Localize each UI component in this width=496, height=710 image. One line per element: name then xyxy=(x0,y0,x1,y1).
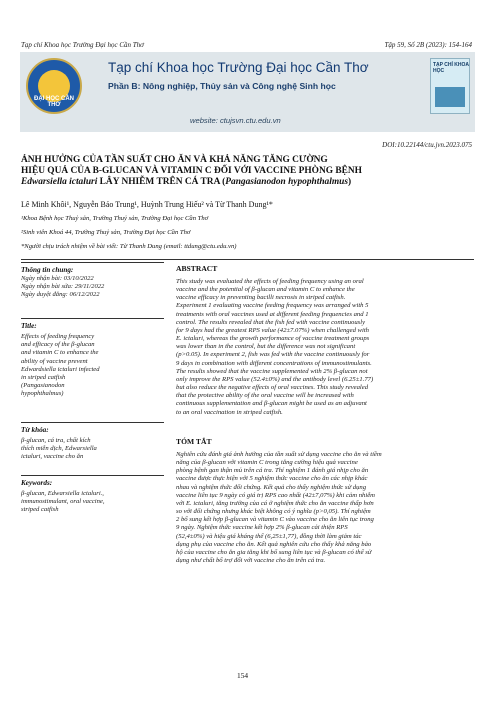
doi[interactable]: DOI:10.22144/ctu.jvn.2023.075 xyxy=(382,141,472,149)
english-title-heading: Title: xyxy=(21,322,37,330)
paper-title-line-1: ẢNH HƯỞNG CỦA TẦN SUẤT CHO ĂN VÀ KHẢ NĂNG TĂNG CƯỜNG xyxy=(21,155,328,165)
sidebar-rule-2 xyxy=(21,422,164,423)
revised-date: Ngày nhận bài sửa: 29/11/2022 xyxy=(21,283,105,291)
info-list xyxy=(21,275,166,300)
tomtat-body: Nghiên cứu đánh giá ảnh hưởng của tần suất sử dụng vaccine cho ăn và tiềm năng của β-glucan với vitamin C trong tăng cường hiệu quả vaccine phòng bệnh gan thận mủ trên cá tra. Thí nghiệm 1 đánh giá nhịp cho ăn vaccine được thực hiện với 5 nghiệm thức vaccine cho ăn các nhịp khác nhau và nghiệm thức đối chứng. Kết quả cho thấy nghiệm thức sử dụng vaccine liên tục 9 ngày có giá trị RPS cao nhất (42±7,07%) khi cảm nhiễm với E. ictaluri, tăng trưởng của cá ở nghiệm thức cho ăn vaccine thấp hơn so với đối chứng nhưng khác biệt không có ý nghĩa (p>0,05). Thí nghiệm 2 bổ sung kết hợp β-glucan và vitamin C vào vaccine cho ăn liên tục trong 9 ngày. Nghiệm thức vaccine kết hợp 2% β-glucan cải thiện RPS (52,4±0%) và hiệu giá kháng thể (6,25±1,77), đồng thời làm giảm tác dụng phụ của vaccine cho ăn. Kết quả nghiên cứu cho thấy khả năng bảo hộ của vaccine cho ăn gia tăng khi bổ sung liên tục và β-glucan có thể sử dụng như chất bổ trợ đối với vaccine cho ăn trên cá tra. xyxy=(176,451,382,565)
corresponding-author: *Người chịu trách nhiệm về bài viết: Từ Thanh Dung (email: ttdung@ctu.edu.vn) xyxy=(21,243,237,250)
sidebar-rule-3 xyxy=(21,475,164,476)
page-number: 154 xyxy=(237,671,249,680)
sidebar-rule-top xyxy=(21,262,164,263)
journal-cover-thumbnail xyxy=(430,58,470,114)
tomtat-heading: TÓM TẮT xyxy=(176,437,212,446)
keywords-heading: Keywords: xyxy=(21,479,53,487)
vietnamese-keywords: β-glucan, cá tra, chất kích thích miễn dịch, Edwarsiella ictaluri, vaccine cho ăn xyxy=(21,437,97,461)
journal-section: Phần B: Nông nghiệp, Thủy sản và Công nghệ Sinh học xyxy=(108,81,336,91)
english-title: Effects of feeding frequency and efficacy of the β-glucan and vitamin C to enhance the ability of vaccine prevent Edwardsiella ictaluri infected in striped catfish (Pangasianodon hypophthalmus) xyxy=(21,333,100,398)
paper-title-line-3: Edwarsiella ictaluri LÂY NHIỄM TRÊN CÁ TRA (Pangasianodon hypophthalmus) xyxy=(21,177,352,187)
received-date: Ngày nhận bài: 03/10/2022 xyxy=(21,275,94,282)
running-header-journal: Tạp chí Khoa học Trường Đại học Cần Thơ xyxy=(21,41,144,49)
cover-image xyxy=(435,87,465,107)
accepted-date: Ngày duyệt đăng: 06/12/2022 xyxy=(21,291,100,299)
journal-title: Tạp chí Khoa học Trường Đại học Cần Thơ xyxy=(108,60,369,75)
english-keywords: β-glucan, Edwarsiella ictaluri., immunostimulant, oral vaccine, striped catfish xyxy=(21,490,105,514)
affiliation-2: ²Sinh viên Khoá 44, Trường Thuỷ sản, Trường Đại học Cần Thơ xyxy=(21,229,191,236)
sidebar-rule-1 xyxy=(21,318,164,319)
info-heading: Thông tin chung: xyxy=(21,266,74,274)
paper-title-line-2: HIỆU QUẢ CỦA B-GLUCAN VÀ VITAMIN C ĐỐI VỚI VACCINE PHÒNG BỆNH xyxy=(21,166,362,176)
journal-website[interactable]: website: ctujsvn.ctu.edu.vn xyxy=(190,116,281,125)
authors: Lê Minh Khôi¹, Nguyễn Bảo Trung¹, Huỳnh Trung Hiếu² và Từ Thanh Dung¹* xyxy=(21,200,273,209)
university-logo xyxy=(26,58,82,114)
affiliation-1: ¹Khoa Bệnh học Thuỷ sản, Trường Thuỷ sản, Trường Đại học Cần Thơ xyxy=(21,215,209,222)
divider-top xyxy=(21,259,474,260)
running-header-volume: Tập 59, Số 2B (2023): 154-164 xyxy=(384,41,472,49)
logo-text: ĐẠI HỌC CẦN THƠ xyxy=(34,96,74,108)
abstract-body: This study was evaluated the effects of feeding frequency using an oral vaccine and the potential of β-glucan and vitamin C to enhance the vaccine efficacy in preventing bacilli necrosis in striped catfish. Experiment 1 evaluating vaccine feeding frequency was arranged with 5 treatments with oral vaccines used at different feeding frequencies and 1 control. The results revealed that the fish fed with vaccine continuously for 9 days had the greatest RPS value (42±7.07%) when challenged with E. ictaluri, whereas the growth performance of vaccine treatment groups was lower than in the control, but the difference was not significant (p>0.05). In experiment 2, fish was fed with the vaccine continuously for 9 days in combination with different concentrations of immunostimulants. The results showed that the vaccine supplemented with 2% β-glucan not only improve the RPS value (52.4±0%) and the antibody level (6.25±1.77) but also reduce the negative effects of oral vaccines. This study revealed that the protective ability of the oral vaccine will be increased with continuous supplementation and β-glucan might be used as an adjuvant to an oral vaccination in striped catfish. xyxy=(176,278,374,416)
tukhoa-heading: Từ khóa: xyxy=(21,426,49,434)
cover-title: TẠP CHÍ KHOA HỌC xyxy=(433,62,469,74)
abstract-heading: ABSTRACT xyxy=(176,264,218,273)
